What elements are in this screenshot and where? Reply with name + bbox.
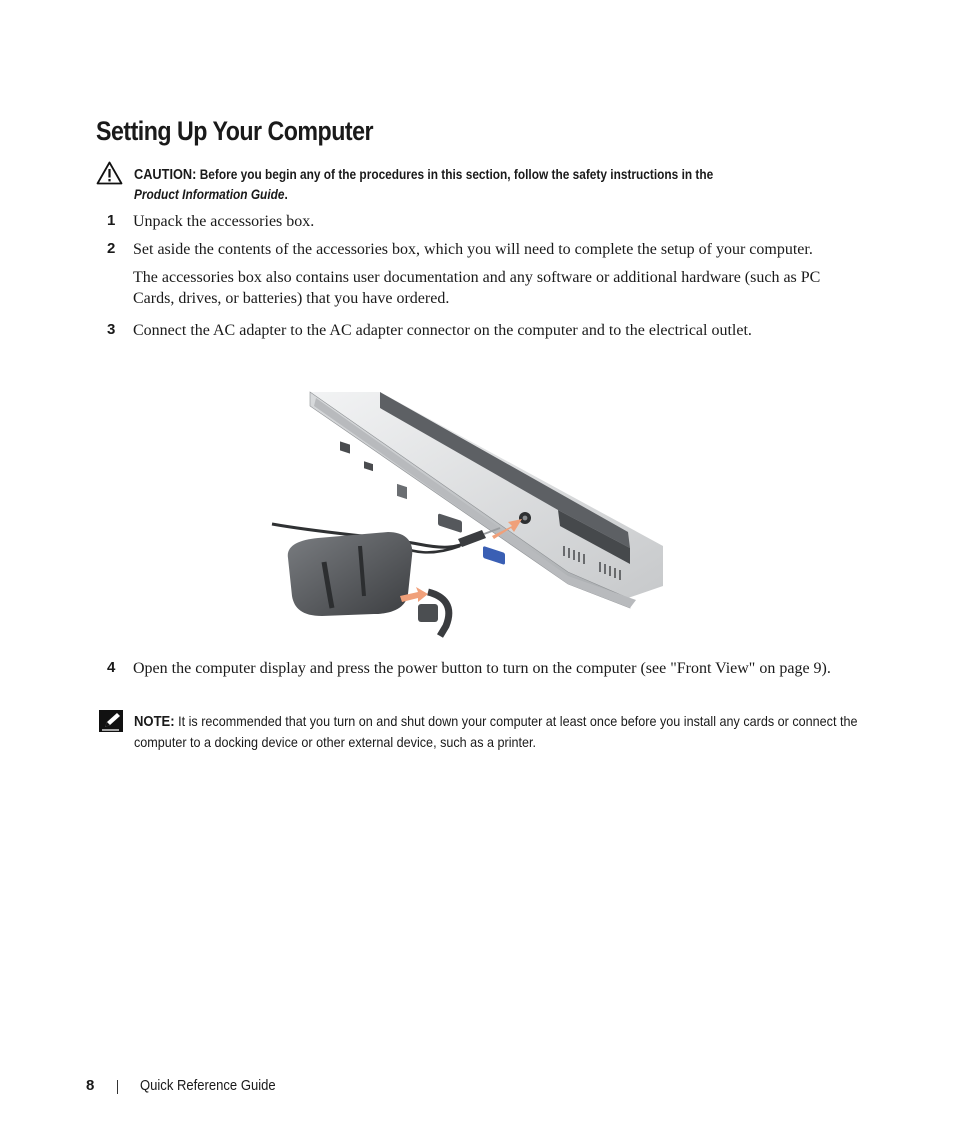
note-body: It is recommended that you turn on and shut down your computer at least once before you install any cards or connect the computer to a docking device or other external device, such as a printer. <box>134 713 858 750</box>
page-number: 8 <box>86 1077 95 1094</box>
footer-title: Quick Reference Guide <box>140 1078 276 1094</box>
caution-body: Before you begin any of the procedures in this section, follow the safety instructions in the <box>199 167 714 182</box>
step-text: Connect the AC adapter to the AC adapter connector on the computer and to the electrical outlet. <box>133 322 752 339</box>
caution-period: . <box>284 187 288 202</box>
caution-text <box>134 165 820 204</box>
note-label: NOTE: <box>134 714 175 730</box>
step-text: Set aside the contents of the accessories box, which you will need to complete the setup of your computer. <box>133 241 813 258</box>
step-text: Open the computer display and press the power button to turn on the computer (see "Front View" on page 9). <box>133 660 831 677</box>
step-number: 1 <box>107 212 116 229</box>
footer-divider <box>117 1080 118 1094</box>
step-number: 4 <box>107 659 116 676</box>
laptop-ac-adapter-illustration <box>268 386 670 640</box>
page-title: Setting Up Your Computer <box>96 116 374 146</box>
caution-guide-title: Product Information Guide <box>134 187 285 202</box>
step-note: The accessories box also contains user documentation and any software or additional hardware (such as PC Cards, drives, or batteries) that you have ordered. <box>133 269 821 307</box>
step-number: 3 <box>107 321 116 338</box>
warning-triangle-icon <box>96 161 123 185</box>
pencil-note-icon <box>99 710 123 732</box>
step-number: 2 <box>107 240 116 257</box>
caution-label: CAUTION: <box>134 167 197 183</box>
step-text: Unpack the accessories box. <box>133 213 315 230</box>
note-text <box>134 711 870 752</box>
